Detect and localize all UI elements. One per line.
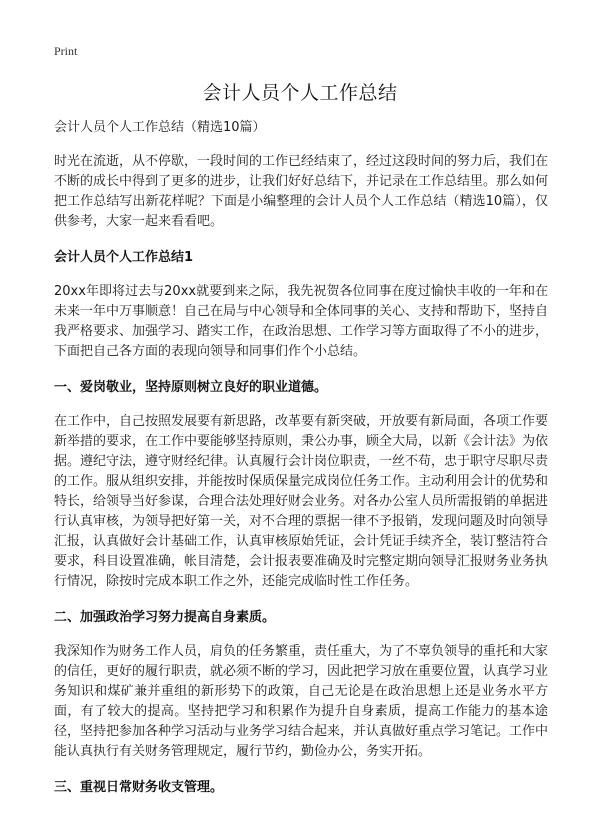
- print-link[interactable]: Print: [54, 44, 78, 58]
- section-title: 会计人员个人工作总结1: [54, 250, 194, 265]
- page-title: 会计人员个人工作总结: [202, 82, 398, 104]
- section-intro-paragraph: 20xx年即将过去与20xx就要到来之际，我先祝贺各位同事在度过愉快丰收的一年和在未来一年中万事顺意！自己在局与中心领导和全体同事的关心、支持和帮助下，坚持自我严格要求、加强学习、踏实工作，在政治思想、工作学习等方面取得了不小的进步，下面把自己各方面的表现向领导和同事们作个小总结。: [54, 284, 549, 359]
- article-body: [54, 118, 548, 812]
- article-subtitle: 会计人员个人工作总结（精选10篇）: [54, 120, 266, 135]
- paragraph-1: 在工作中，自己按照发展要有新思路，改革要有新突破，开放要有新局面，各项工作要新举措的要求，在工作中要能够坚持原则，秉公办事，顾全大局，以新《会计法》为依据。遵纪守法，遵守财经纪律。认真履行会计岗位职责，一丝不苟，忠于职守尽职尽责的工作。服从组织安排，并能按时保质保量完成岗位任务工作。主动利用会计的优势和特长，给领导当好参谋，合理合法处理好财会业务。对各办公室人员所需报销的单据进行认真审核，为领导把好第一关，对不合理的票据一律不予报销，发现问题及时向领导汇报，认真做好会计基础工作，认真审核原始凭证，会计凭证手续齐全，装订整洁符合要求，科目设置准确，帐目清楚，会计报表要准确及时完整定期向领导汇报财务业务执行情况，除按时完成本职工作之外，还能完成临时性工作任务。: [54, 414, 549, 589]
- heading-3: 三、重视日常财务收支管理。: [54, 780, 224, 795]
- heading-1: 一、爱岗敬业，坚持原则树立良好的职业道德。: [54, 380, 328, 395]
- intro-paragraph: 时光在流逝，从不停歇，一段时间的工作已经结束了，经过这段时间的努力后，我们在不断的成长中得到了更多的进步，让我们好好总结下，并记录在工作总结里。那么如何把工作总结写出新花样呢？下面是小编整理的会计人员个人工作总结（精选10篇），仅供参考，大家一起来看看吧。: [54, 154, 549, 229]
- heading-2: 二、加强政治学习努力提高自身素质。: [54, 610, 276, 625]
- paragraph-2: 我深知作为财务工作人员，肩负的任务繁重，责任重大，为了不辜负领导的重托和大家的信任，更好的履行职责，就必须不断的学习，因此把学习放在重要位置，认真学习业务知识和煤矿兼并重组的新形势下的政策，自己无论是在政治思想上还是业务水平方面，有了较大的提高。坚持把学习和积累作为提升自身素质，提高工作能力的基本途径，坚持把参加各种学习活动与业务学习结合起来，并认真做好重点学习笔记。工作中能认真执行有关财务管理规定，履行节约，勤俭办公，务实开拓。: [54, 644, 549, 759]
